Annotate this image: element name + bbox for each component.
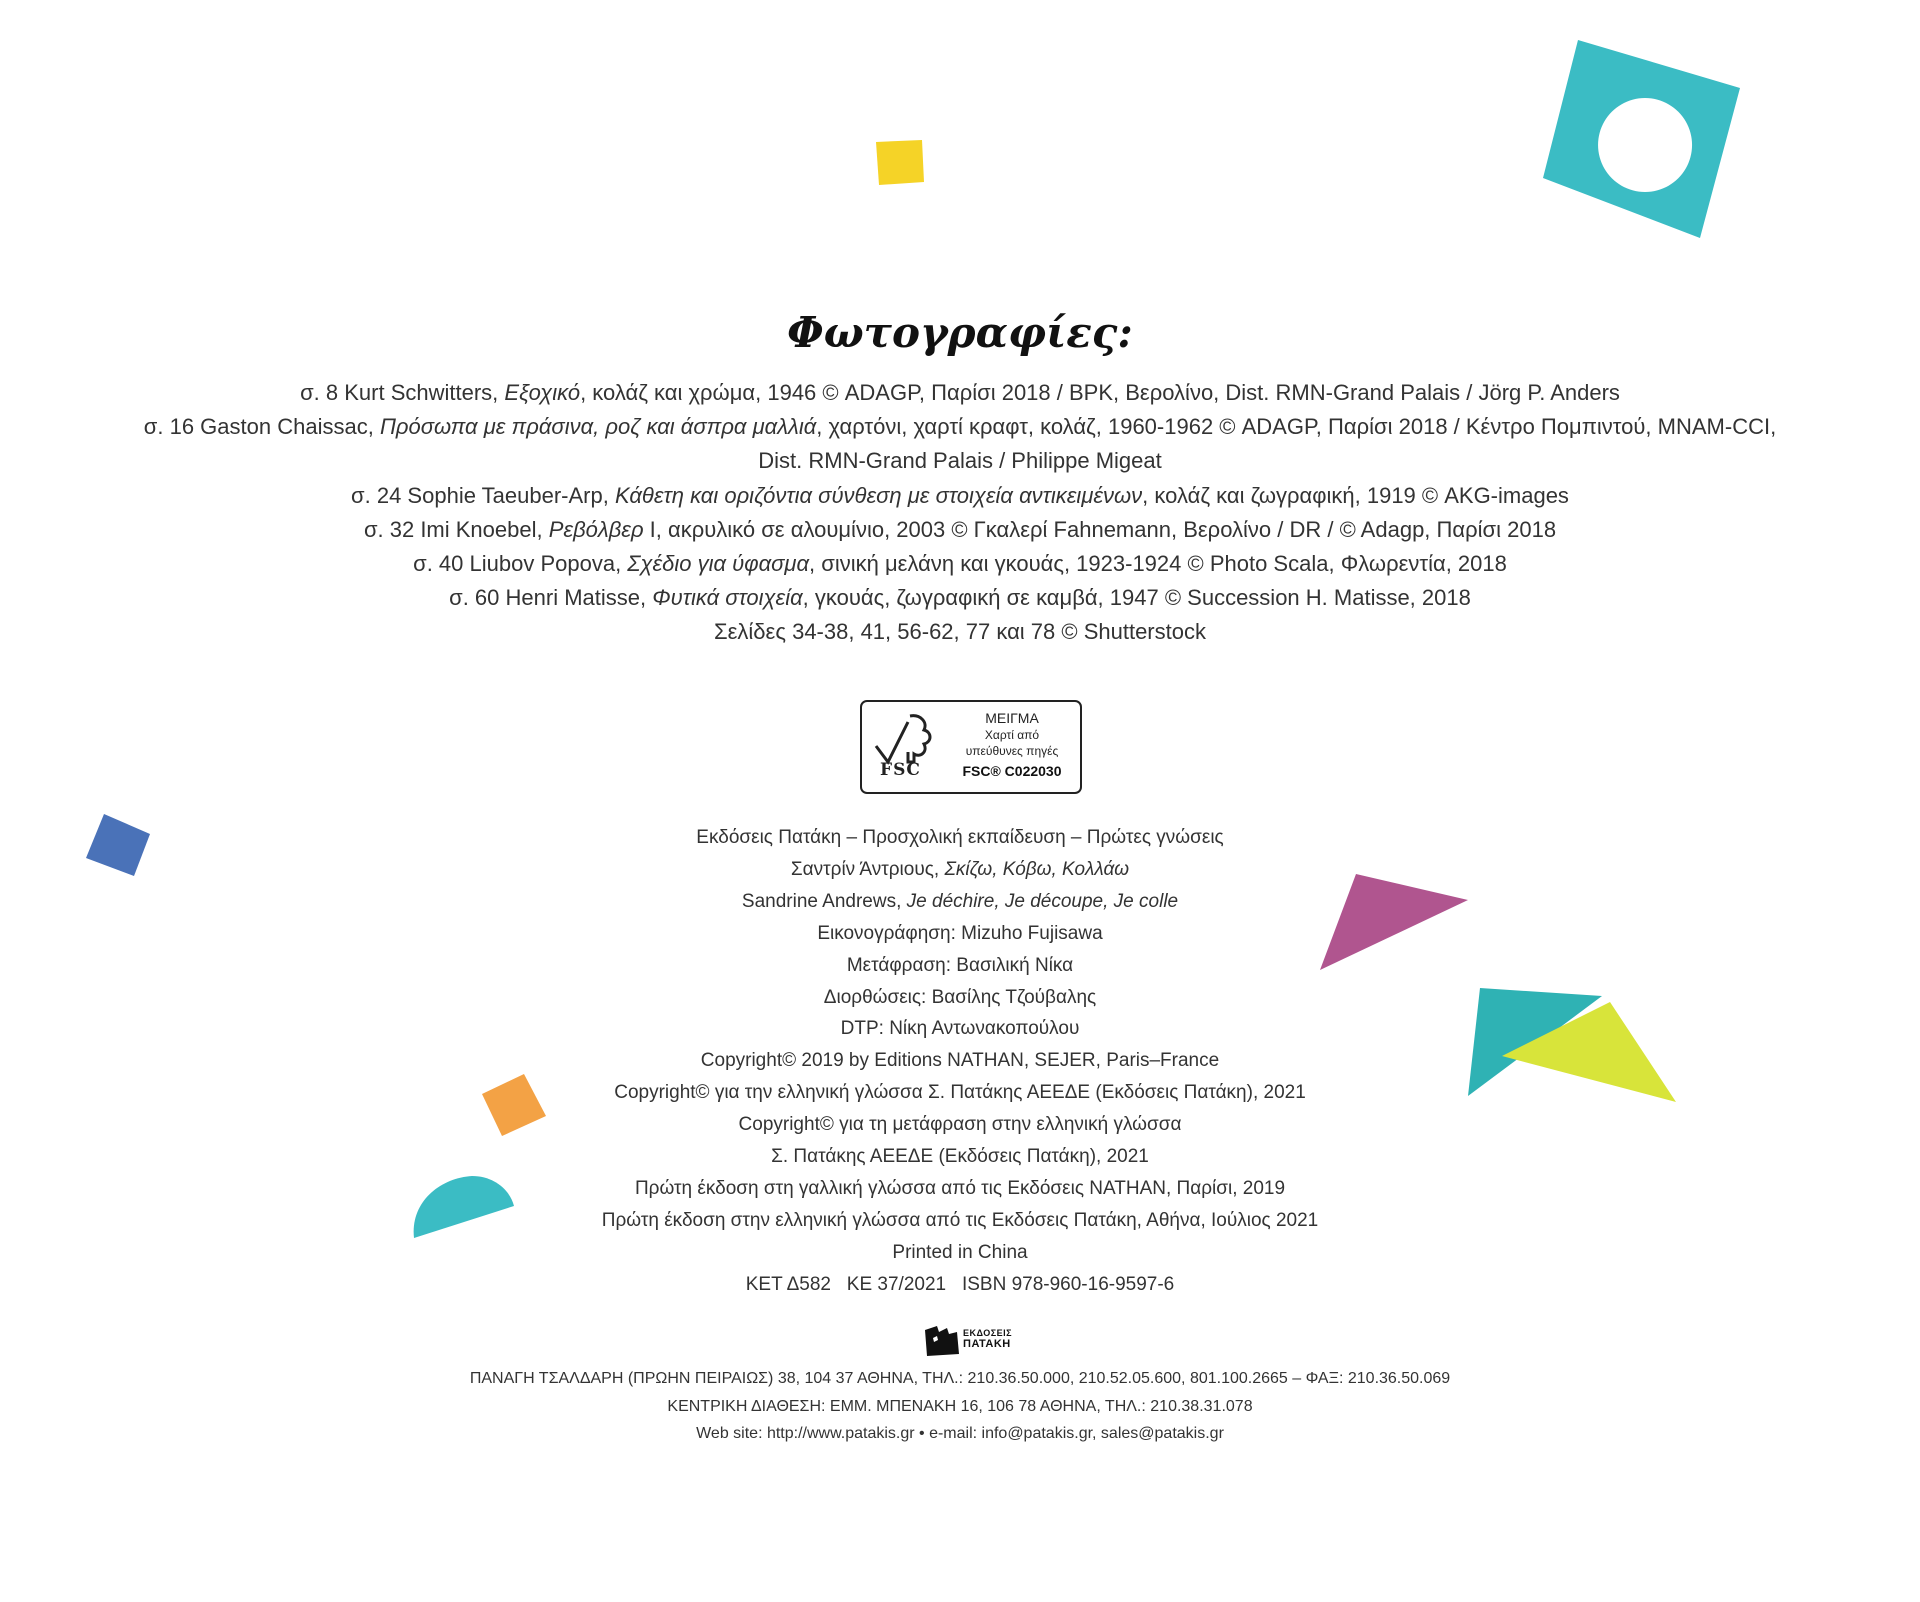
credit-line: σ. 40 Liubov Popova, Σχέδιο για ύφασμα, σινική μελάνη και γκουάς, 1923-1924 © Photo Scala, Φλωρεντία, 2018 xyxy=(413,551,1507,577)
publisher-logo xyxy=(923,1324,1023,1358)
colophon-line: Διορθώσεις: Βασίλης Τζούβαλης xyxy=(823,986,1097,1008)
credit-line: σ. 24 Sophie Taeuber-Arp, Κάθετη και οριζόντια σύνθεση με στοιχεία αντικειμένων, κολάζ και ζωγραφική, 1919 © AKG-images xyxy=(351,482,1569,508)
colophon-line: Σαντρίν Άντριους, Σκίζω, Κόβω, Κολλάω xyxy=(790,858,1130,880)
credit-line: Dist. RMN-Grand Palais / Philippe Migeat xyxy=(758,448,1162,474)
colophon-line: Copyright© για την ελληνική γλώσσα Σ. Πατάκης ΑΕΕΔΕ (Εκδόσεις Πατάκη), 2021 xyxy=(614,1082,1306,1104)
colophon-line: DTP: Νίκη Αντωνακοπούλου xyxy=(840,1018,1080,1040)
colophon xyxy=(360,822,1560,1301)
fsc-mix-label: ΜΕΙΓΜΑ xyxy=(985,710,1039,726)
contact-line: Web site: http://www.patakis.gr • e-mail: info@patakis.gr, sales@patakis.gr xyxy=(696,1425,1224,1442)
yellow-square-shape xyxy=(874,138,926,188)
fsc-logo-label: FSC xyxy=(880,760,921,780)
colophon-line: Μετάφραση: Βασιλική Νίκα xyxy=(846,954,1074,976)
credit-line: σ. 16 Gaston Chaissac, Πρόσωπα με πράσινα, ροζ και άσπρα μαλλιά, χαρτόνι, χαρτί κραφτ, κολάζ, 1960-1962 © ADAGP, Παρίσι 2018 / Κέντρο Πομπιντού, MNAM-CCI, xyxy=(143,414,1777,440)
credit-line: σ. 60 Henri Matisse, Φυτικά στοιχεία, γκουάς, ζωγραφική σε καμβά, 1947 © Succession H. Matisse, 2018 xyxy=(449,585,1471,611)
colophon-line: Εικονογράφηση: Mizuho Fujisawa xyxy=(817,922,1103,944)
colophon-line: Εκδόσεις Πατάκη – Προσχολική εκπαίδευση – Πρώτες γνώσεις xyxy=(696,827,1224,848)
colophon-line: Πρώτη έκδοση στη γαλλική γλώσσα από τις Εκδόσεις NATHAN, Παρίσι, 2019 xyxy=(634,1177,1286,1199)
colophon-line: Copyright© 2019 by Editions NATHAN, SEJER, Paris–France xyxy=(700,1050,1220,1072)
publisher-logo-label: ΕΚΔΟΣΕΙΣ ΠΑΤΑΚΗ xyxy=(963,1328,1013,1350)
publisher-address xyxy=(260,1365,1660,1448)
colophon-line: Printed in China xyxy=(892,1241,1028,1263)
photo-credits xyxy=(110,376,1810,650)
fsc-sources-label: υπεύθυνες πηγές xyxy=(965,744,1059,758)
colophon-line: Σ. Πατάκης ΑΕΕΔΕ (Εκδόσεις Πατάκη), 2021 xyxy=(771,1146,1149,1168)
colophon-line: ΚΕΤ Δ582 ΚΕ 37/2021 ISBN 978-960-16-9597-6 xyxy=(745,1273,1175,1295)
teal-square-with-hole-shape xyxy=(1540,38,1750,248)
colophon-line: Copyright© για τη μετάφραση στην ελληνική γλώσσα xyxy=(738,1114,1182,1136)
fsc-paper-label: Χαρτί από xyxy=(984,728,1040,742)
colophon-line: Sandrine Andrews, Je déchire, Je découpe, Je colle xyxy=(741,890,1179,912)
fsc-badge xyxy=(860,700,1082,794)
page-title: Φωτογραφίες: xyxy=(787,308,1133,357)
fsc-text-block xyxy=(948,710,1076,779)
colophon-line: Πρώτη έκδοση στην ελληνική γλώσσα από τις Εκδόσεις Πατάκη, Αθήνα, Ιούλιος 2021 xyxy=(601,1209,1319,1231)
credit-line: σ. 32 Imi Knoebel, Ρεβόλβερ Ι, ακρυλικό σε αλουμίνιο, 2003 © Γκαλερί Fahnemann, Βερολίνο / DR / © Adagp, Παρίσι 2018 xyxy=(363,516,1557,542)
fsc-license-code: FSC® C022030 xyxy=(962,763,1062,779)
credit-line: Σελίδες 34-38, 41, 56-62, 77 και 78 © Shutterstock xyxy=(714,619,1206,645)
blue-square-shape xyxy=(84,812,154,878)
address-line: ΠΑΝΑΓΗ ΤΣΑΛΔΑΡΗ (ΠΡΩΗΝ ΠΕΙΡΑΙΩΣ) 38, 104 37 ΑΘΗΝΑ, ΤΗΛ.: 210.36.50.000, 210.52.05.600, 801.100.2665 – ΦΑΞ: 210.36.50.069 xyxy=(469,1370,1451,1387)
publisher-book-icon xyxy=(923,1324,961,1358)
distribution-line: ΚΕΝΤΡΙΚΗ ΔΙΑΘΕΣΗ: ΕΜΜ. ΜΠΕΝΑΚΗ 16, 106 78 ΑΘΗΝΑ, ΤΗΛ.: 210.38.31.078 xyxy=(667,1397,1253,1415)
credit-line: σ. 8 Kurt Schwitters, Εξοχικό, κολάζ και χρώμα, 1946 © ADAGP, Παρίσι 2018 / BPK, Βερολίνο, Dist. RMN-Grand Palais / Jörg P. Anders xyxy=(300,380,1620,405)
